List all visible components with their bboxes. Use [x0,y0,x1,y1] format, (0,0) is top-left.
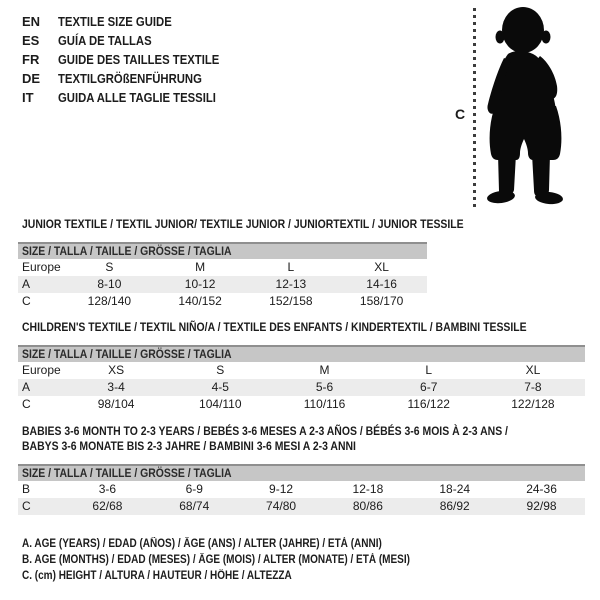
height-measure-label: C [455,106,466,122]
language-title-text: GUIDA ALLE TAGLIE TESSILI [58,90,216,105]
table-row [18,276,427,293]
size-table-header [18,464,585,481]
size-table-header-text: SIZE / TALLA / TAILLE / GRÖSSE / TAGLIA [22,244,232,258]
row-label: C [22,397,31,411]
table-row [18,259,427,276]
legend-line [22,568,468,584]
table-row [18,498,585,515]
language-row [22,31,243,50]
table-cell: 86/92 [439,499,470,513]
language-title [58,69,223,88]
table-cell: 68/74 [179,499,210,513]
table-cell: 12-13 [275,277,307,291]
legend-line-text: B. AGE (MONTHS) / EDAD (MESES) / ÂGE (MOIS) / ALTER (MONATE) / ETÀ (MESI) [22,554,410,566]
row-label: A [22,277,31,291]
row-label: Europe [22,363,61,377]
size-table [18,345,585,413]
size-table-header [18,242,427,259]
table-cell: 9-12 [269,482,294,496]
table-row [18,481,585,498]
table-cell: 3-4 [107,380,125,394]
table-row [18,396,585,413]
table-cell: 104/110 [199,397,242,411]
table-cell: XL [525,363,541,377]
table-cell: M [319,363,330,377]
table-title [22,424,585,439]
table-cell: XS [108,363,125,377]
size-table-header-text: SIZE / TALLA / TAILLE / GRÖSSE / TAGLIA [22,466,232,480]
table-cell: 74/80 [266,499,297,513]
language-title-text: GUIDE DES TAILLES TEXTILE [58,52,220,67]
language-code: IT [22,90,34,105]
language-title [58,88,240,107]
table-row [18,293,427,310]
table-cell: 92/98 [526,499,557,513]
legend-line [22,536,468,552]
row-label: C [22,499,31,513]
language-title-text: GUÍA DE TALLAS [58,33,152,48]
table-cell: 7-8 [524,380,542,394]
table-cell: 128/140 [87,294,132,308]
language-code: FR [22,52,40,67]
measure-legend [22,536,468,584]
language-code: DE [22,71,41,86]
table-cell: 62/68 [92,499,123,513]
table-cell: L [425,363,433,377]
legend-line-text: C. (cm) HEIGHT / ALTURA / HAUTEUR / HÖHE / ALTEZZA [22,570,292,582]
table-cell: L [287,260,295,274]
legend-line [22,552,468,568]
table-row [18,379,585,396]
size-table-header [18,345,585,362]
junior-textile-section [18,217,530,310]
table-title-text: BABYS 3-6 MONATE BIS 2-3 JAHRE / BAMBINI 3-6 MESI A 2-3 ANNI [22,439,356,453]
row-label: Europe [22,260,61,274]
table-cell: 158/170 [359,294,404,308]
table-cell: S [105,260,114,274]
table-row [18,362,585,379]
table-cell: 4-5 [211,380,229,394]
language-title-text: TEXTILE SIZE GUIDE [58,14,172,29]
size-table-header-text: SIZE / TALLA / TAILLE / GRÖSSE / TAGLIA [22,347,232,361]
table-title-text: JUNIOR TEXTILE / TEXTIL JUNIOR/ TEXTILE JUNIOR / JUNIORTEXTIL / JUNIOR TESSILE [22,217,464,231]
table-title [22,320,600,335]
table-cell: 8-10 [97,277,122,291]
legend-line-text: A. AGE (YEARS) / EDAD (AÑOS) / ÂGE (ANS) / ALTER (JAHRE) / ETÀ (ANNI) [22,538,382,550]
table-cell: 122/128 [511,397,555,411]
row-label: B [22,482,31,496]
size-table [18,242,427,310]
height-measure-line [473,8,476,208]
babies-textile-section [18,424,585,515]
row-label: A [22,380,31,394]
language-row [22,88,243,107]
language-code: EN [22,14,41,29]
table-cell: 5-6 [315,380,334,394]
table-cell: 80/86 [352,499,383,513]
table-cell: 18-24 [439,482,471,496]
language-row [22,50,243,69]
table-cell: M [195,260,206,274]
table-cell: XL [374,260,389,274]
table-cell: 152/158 [269,294,313,308]
table-cell: 98/104 [97,397,135,411]
table-title-text: CHILDREN'S TEXTILE / TEXTIL NIÑO/A / TEXTILE DES ENFANTS / KINDERTEXTIL / BAMBINI TESSILE [22,320,527,334]
childrens-textile-section [18,320,600,413]
table-cell: 10-12 [184,277,216,291]
table-title [22,439,585,454]
language-title [58,31,166,50]
table-cell: 24-36 [526,482,557,496]
language-title [58,12,189,31]
table-cell: 3-6 [98,482,117,496]
table-cell: 140/152 [178,294,222,308]
table-title [22,217,530,232]
language-code: ES [22,33,40,48]
language-row [22,12,243,31]
table-cell: 6-7 [420,380,438,394]
size-table [18,464,585,515]
table-cell: S [216,363,225,377]
table-cell: 12-18 [352,482,384,496]
baby-silhouette-icon [486,4,586,212]
language-list [22,12,243,107]
language-row [22,69,243,88]
table-cell: 6-9 [185,482,203,496]
table-cell: 110/116 [303,397,346,411]
table-cell: 14-16 [366,277,397,291]
row-label: C [22,294,31,308]
table-cell: 116/122 [407,397,450,411]
language-title-text: TEXTILGRÖßENFÜHRUNG [58,71,202,86]
language-title [58,50,243,69]
table-title-text: BABIES 3-6 MONTH TO 2-3 YEARS / BEBÉS 3-6 MESES A 2-3 AÑOS / BÉBÉS 3-6 MOIS À 2-3 ANS / [22,424,508,438]
